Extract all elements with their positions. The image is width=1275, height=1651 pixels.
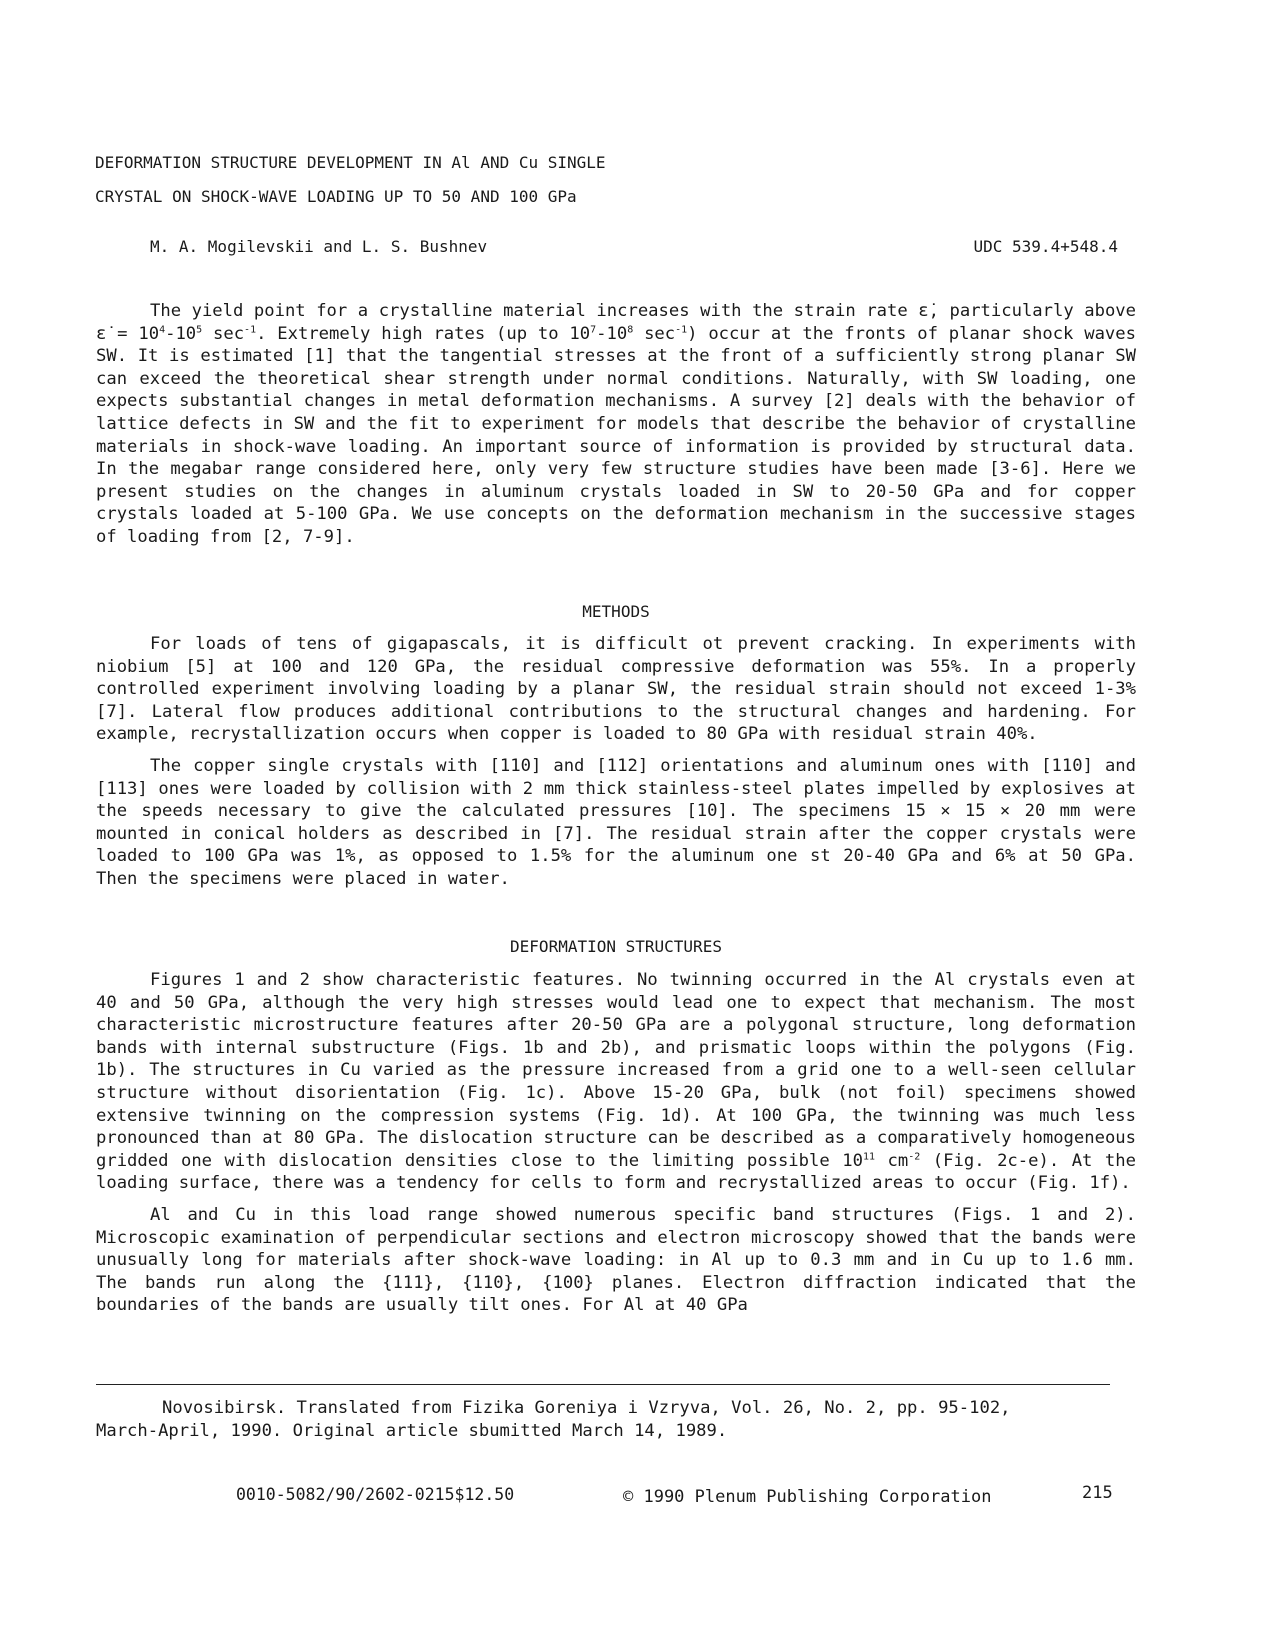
udc-code: UDC 539.4+548.4 [973, 237, 1118, 256]
deformation-paragraph-2: Al and Cu in this load range showed numerous specific band structures (Figs. 1 and 2). Microscopic examination of perpendicular sections and electron microscopy showed that the bands were unusually long for materials after shock-wave loading: in Al up to 0.3 mm and in Cu up to 1.6 mm. The bands run along the {111}, {110}, {100} planes. Electron diffraction indicated that the boundaries of the bands are usually tilt ones. For Al at 40 GPa [96, 1204, 1136, 1316]
deformation-section [96, 969, 1136, 1317]
footnote-divider [96, 1384, 1110, 1385]
article-code: 0010-5082/90/2602-0215$12.50 [236, 1485, 515, 1504]
deformation-heading: DEFORMATION STRUCTURES [510, 937, 722, 956]
paper-title [95, 146, 855, 214]
footnote-line-1: Novosibirsk. Translated from Fizika Goreniya i Vzryva, Vol. 26, No. 2, pp. 95-102, [162, 1398, 1011, 1418]
footnote [96, 1397, 1096, 1442]
methods-section [96, 633, 1136, 891]
footnote-line-2: March-April, 1990. Original article sbumitted March 14, 1989. [96, 1420, 728, 1441]
copyright-notice: © 1990 Plenum Publishing Corporation [623, 1487, 992, 1507]
page-number: 215 [1082, 1483, 1113, 1503]
authors: M. A. Mogilevskii and L. S. Bushnev [150, 237, 488, 256]
deformation-paragraph-1: Figures 1 and 2 show characteristic features. No twinning occurred in the Al crystals even at 40 and 50 GPa, although the very high stresses would lead one to expect that mechanism. The most characteristic microstructure features after 20-50 GPa are a polygonal structure, long deformation bands with internal substructure (Figs. 1b and 2b), and prismatic loops within the polygons (Fig. 1b). The structures in Cu varied as the pressure increased from a grid one to a well-seen cellular structure without disorientation (Fig. 1c). Above 15-20 GPa, bulk (not foil) specimens showed extensive twinning on the compression systems (Fig. 1d). At 100 GPa, the twinning was much less pronounced than at 80 GPa. The dislocation structure can be described as a comparatively homogeneous gridded one with dislocation densities close to the limiting possible $10^{11}$ $cm^{-2}$ (Fig. 2c-e). At the loading surface, there was a tendency for cells to form and recrystallized areas to occur (Fig. 1f). [96, 970, 1136, 1194]
title-line-1: DEFORMATION STRUCTURE DEVELOPMENT IN Al AND Cu SINGLE [95, 153, 606, 172]
intro-paragraph: The yield point for a crystalline material increases with the strain rate ε̇, particularly above ε̇ = $10^4-10^5$ $\sec^{-1}$. Extremely high rates (up to $10^7-10^8$ $\sec^{-1}$) occur at the fronts of planar shock waves SW. It is estimated [1] that the tangential stresses at the front of a sufficiently strong planar SW can exceed the theoretical shear strength under normal conditions. Naturally, with SW loading, one expects substantial changes in metal deformation mechanisms. A survey [2] deals with the behavior of lattice defects in SW and the fit to experiment for models that describe the behavior of crystalline materials in shock-wave loading. An important source of information is provided by structural data. In the megabar range considered here, only very few structure studies have been made [3-6]. Here we present studies on the changes in aluminum crystals loaded in SW to 20-50 GPa and for copper crystals loaded at 5-100 GPa. We use concepts on the deformation mechanism in the successive stages of loading from [2, 7-9]. [96, 301, 1136, 547]
intro-section [96, 300, 1136, 549]
title-line-2: CRYSTAL ON SHOCK-WAVE LOADING UP TO 50 AND 100 GPa [95, 187, 577, 206]
methods-heading: METHODS [582, 602, 650, 621]
methods-paragraph-2: The copper single crystals with [110] and [112] orientations and aluminum ones with [110] and [113] ones were loaded by collision with 2 mm thick stainless-steel plates impelled by explosives at the speeds necessary to give the calculated pressures [10]. The specimens 15 × 15 × 20 mm were mounted in conical holders as described in [7]. The residual strain after the copper crystals were loaded to 100 GPa was 1%, as opposed to 1.5% for the aluminum one st 20-40 GPa and 6% at 50 GPa. Then the specimens were placed in water. [96, 755, 1136, 889]
methods-paragraph-1: For loads of tens of gigapascals, it is difficult ot prevent cracking. In experiments with niobium [5] at 100 and 120 GPa, the residual compressive deformation was 55%. In a properly controlled experiment involving loading by a planar SW, the residual strain should not exceed 1-3% [7]. Lateral flow produces additional contributions to the structural changes and hardening. For example, recrystallization occurs when copper is loaded to 80 GPa with residual strain 40%. [96, 634, 1136, 745]
